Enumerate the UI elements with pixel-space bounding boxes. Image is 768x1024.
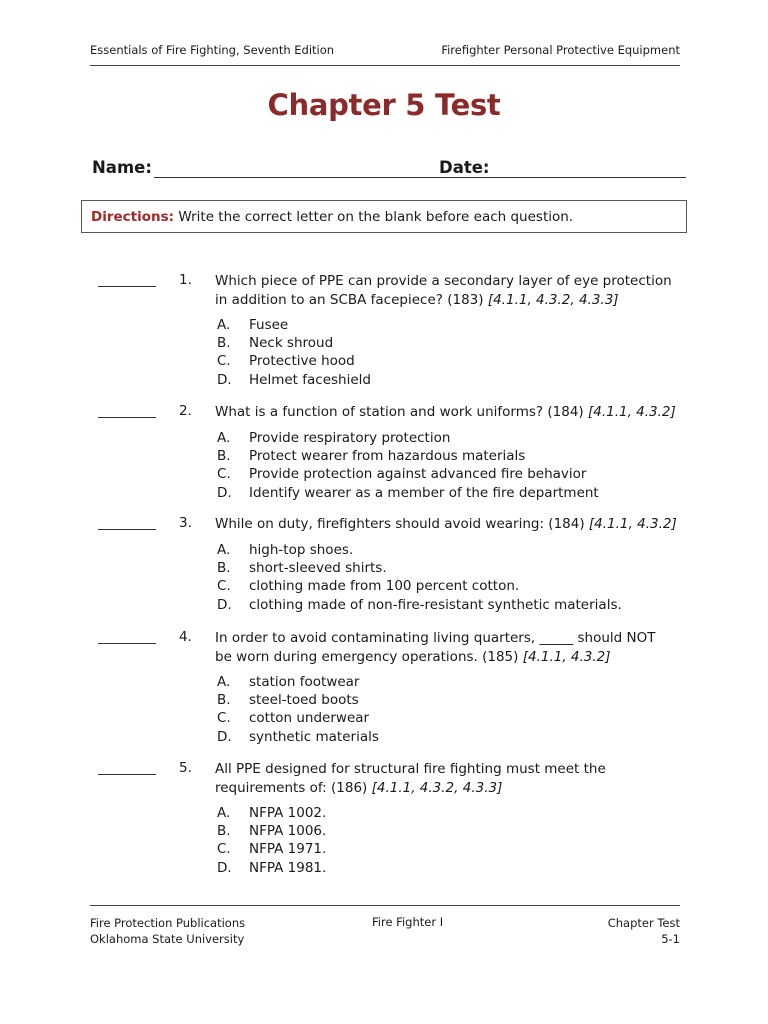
footer-section: Chapter Test	[607, 916, 680, 930]
question-number: 4.	[179, 629, 192, 645]
option-text: NFPA 1006.	[249, 823, 327, 840]
options-list	[217, 541, 637, 614]
option	[217, 840, 637, 858]
date-blank[interactable]	[494, 177, 686, 178]
footer-publisher-line: Oklahoma State University	[90, 932, 245, 946]
footer-publisher-line: Fire Protection Publications	[90, 916, 246, 930]
option-letter: A.	[217, 542, 231, 558]
option-letter: A.	[217, 430, 231, 446]
option-letter: C.	[217, 466, 231, 483]
option-letter: B.	[217, 448, 231, 465]
question-ref: [4.1.1, 4.3.2]	[588, 516, 677, 532]
option-letter: D.	[217, 484, 232, 501]
question-line: Which piece of PPE can provide a secondary layer of eye protection	[215, 273, 672, 289]
option	[217, 541, 637, 559]
date-label: Date:	[439, 158, 490, 177]
directions-label: Directions:	[91, 209, 175, 225]
name-blank[interactable]	[154, 177, 524, 178]
question-ref: [4.1.1, 4.3.2]	[587, 404, 676, 420]
options-list	[217, 804, 637, 877]
option-text: cotton underwear	[249, 710, 370, 727]
option-text: Provide protection against advanced fire behavior	[249, 466, 587, 483]
option	[217, 316, 637, 334]
option-text: Helmet faceshield	[249, 371, 371, 388]
option-letter: D.	[217, 371, 232, 388]
option-letter: C.	[217, 353, 231, 370]
option-letter: A.	[217, 674, 231, 690]
name-label: Name:	[92, 158, 152, 177]
question-ref: [4.1.1, 4.3.2, 4.3.3]	[371, 779, 503, 796]
option-text: Neck shroud	[249, 335, 334, 352]
option	[217, 447, 637, 465]
option-text: Provide respiratory protection	[249, 430, 451, 446]
option	[217, 429, 637, 447]
option	[217, 559, 637, 577]
option	[217, 352, 637, 370]
option-text: Fusee	[249, 317, 289, 333]
option	[217, 709, 637, 727]
question-number: 2.	[179, 403, 192, 419]
option-letter: C.	[217, 841, 231, 858]
question-line: in addition to an SCBA facepiece? (183)	[215, 291, 488, 308]
option	[217, 673, 637, 691]
option-letter: A.	[217, 317, 231, 333]
question-line: All PPE designed for structural fire fighting must meet the	[215, 761, 606, 777]
option-text: clothing made of non-fire-resistant synthetic materials.	[249, 596, 622, 613]
answer-blank[interactable]	[98, 643, 156, 644]
directions-box	[81, 200, 687, 233]
question-line: While on duty, firefighters should avoid wearing: (184)	[215, 516, 589, 532]
footer-publisher	[90, 915, 245, 947]
option	[217, 804, 637, 822]
option-text: NFPA 1002.	[249, 805, 327, 821]
footer-page-info	[608, 915, 680, 947]
page-header	[90, 43, 680, 66]
page-title: Chapter 5 Test	[267, 88, 501, 122]
question-line: What is a function of station and work uniforms? (184)	[215, 404, 588, 420]
option	[217, 465, 637, 483]
option-letter: C.	[217, 710, 231, 727]
page-number: 5-1	[661, 932, 680, 946]
answer-blank[interactable]	[98, 529, 156, 530]
option	[217, 334, 637, 352]
option-text: NFPA 1981.	[249, 859, 327, 876]
question-text	[215, 760, 685, 797]
option-text: Protective hood	[249, 353, 355, 370]
question-text	[215, 515, 685, 534]
option-letter: B.	[217, 335, 231, 352]
option	[217, 859, 637, 877]
option-text: high-top shoes.	[249, 542, 354, 558]
option-text: synthetic materials	[249, 728, 379, 745]
name-date-row	[92, 158, 688, 182]
option-text: steel-toed boots	[249, 692, 359, 709]
option-letter: D.	[217, 728, 232, 745]
footer-course: Fire Fighter I	[372, 915, 444, 929]
option-text: Protect wearer from hazardous materials	[249, 448, 526, 465]
option-text: short-sleeved shirts.	[249, 560, 387, 577]
option	[217, 728, 637, 746]
option-letter: D.	[217, 596, 232, 613]
option-letter: D.	[217, 859, 232, 876]
option	[217, 822, 637, 840]
option	[217, 577, 637, 595]
option-letter: A.	[217, 805, 231, 821]
answer-blank[interactable]	[98, 774, 156, 775]
option-letter: C.	[217, 578, 231, 595]
option-letter: B.	[217, 560, 231, 577]
option	[217, 371, 637, 389]
options-list	[217, 429, 637, 502]
options-list	[217, 316, 637, 389]
page-footer	[90, 905, 680, 956]
answer-blank[interactable]	[98, 417, 156, 418]
question-ref: [4.1.1, 4.3.2, 4.3.3]	[487, 291, 619, 308]
option-letter: B.	[217, 692, 231, 709]
question-text	[215, 272, 685, 309]
header-book-title: Essentials of Fire Fighting, Seventh Edition	[90, 43, 335, 57]
header-chapter-topic: Firefighter Personal Protective Equipment	[441, 43, 680, 57]
option-text: Identify wearer as a member of the fire department	[249, 484, 599, 501]
question-line: requirements of: (186)	[215, 779, 372, 796]
option	[217, 691, 637, 709]
question-number: 1.	[179, 272, 192, 288]
question-ref: [4.1.1, 4.3.2]	[522, 648, 611, 665]
question-text	[215, 403, 685, 422]
option-letter: B.	[217, 823, 231, 840]
directions-text: Write the correct letter on the blank before each question.	[178, 209, 574, 225]
question-text	[215, 629, 685, 666]
option-text: NFPA 1971.	[249, 841, 327, 858]
question-line: be worn during emergency operations. (185)	[215, 648, 523, 665]
answer-blank[interactable]	[98, 286, 156, 287]
option-text: station footwear	[249, 674, 360, 690]
question-line: In order to avoid contaminating living quarters, _____ should NOT	[215, 630, 656, 646]
option	[217, 484, 637, 502]
question-number: 3.	[179, 515, 192, 531]
option	[217, 596, 637, 614]
question-number: 5.	[179, 760, 192, 776]
option-text: clothing made from 100 percent cotton.	[249, 578, 520, 595]
options-list	[217, 673, 637, 746]
